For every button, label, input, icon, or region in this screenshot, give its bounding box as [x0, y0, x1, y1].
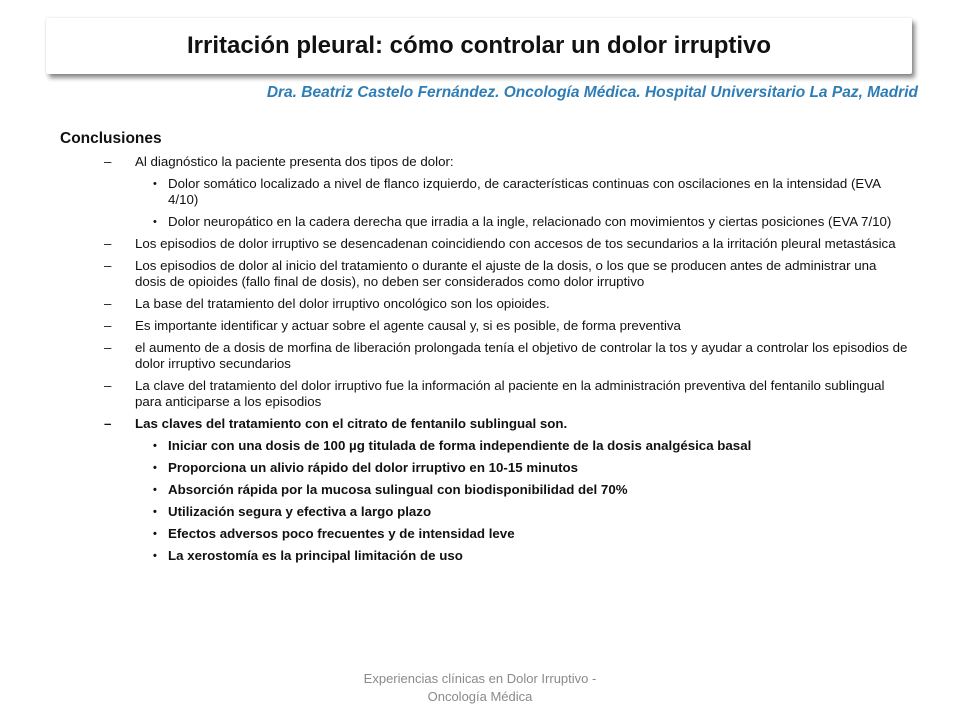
footer-line-1: Experiencias clínicas en Dolor Irruptivo -	[363, 671, 597, 686]
slide-title: Irritación pleural: cómo controlar un dolor irruptivo	[186, 32, 772, 59]
list-item: – Los episodios de dolor al inicio del tratamiento o durante el ajuste de la dosis, o los que se producen antes de administrar una dosis de opioides (fallo final de dosis), no deben ser considerados como dolor irruptivo	[104, 258, 877, 289]
list-item: – el aumento de a dosis de morfina de liberación prolongada tenía el objetivo de controlar la tos y ayudar a controlar los episodios de dolor irruptivo secundarios	[104, 340, 908, 371]
bullet-marker: •	[153, 528, 157, 540]
bullet-marker: •	[153, 440, 157, 452]
bullet-marker: •	[153, 506, 157, 518]
list-item: – Es importante identificar y actuar sobre el agente causal y, si es posible, de forma preventiva	[104, 318, 681, 333]
dash-marker: –	[104, 154, 112, 169]
list-item: – Al diagnóstico la paciente presenta dos tipos de dolor:	[104, 154, 454, 169]
dash-marker: –	[104, 340, 112, 355]
list-item: • Iniciar con una dosis de 100 µg titulada de forma independiente de la dosis analgésica basal	[153, 438, 752, 453]
list-item: • Utilización segura y efectiva a largo plazo	[153, 504, 432, 519]
slide-content	[60, 130, 910, 570]
list-item: • La xerostomía es la principal limitación de uso	[153, 548, 463, 563]
list-item: – Los episodios de dolor irruptivo se desencadenan coincidiendo con accesos de tos secundarios a la irritación pleural metastásica	[104, 236, 896, 251]
list-item: • Absorción rápida por la mucosa sulingual con biodisponibilidad del 70%	[153, 482, 628, 497]
bullet-marker: •	[153, 484, 157, 496]
slide-footer	[0, 670, 960, 706]
dash-marker: –	[104, 296, 112, 311]
list-item: – Las claves del tratamiento con el citrato de fentanilo sublingual son.	[104, 416, 568, 431]
dash-marker: –	[104, 378, 112, 393]
list-item: • Dolor neuropático en la cadera derecha que irradia a la ingle, relacionado con movimientos y ciertas posiciones (EVA 7/10)	[153, 214, 892, 229]
list-item: – La clave del tratamiento del dolor irruptivo fue la información al paciente en la administración preventiva del fentanilo sublingual para anticiparse a los episodios	[104, 378, 885, 409]
bullet-marker: •	[153, 550, 157, 562]
list-item: – La base del tratamiento del dolor irruptivo oncológico son los opioides.	[104, 296, 550, 311]
list-item: • Proporciona un alivio rápido del dolor irruptivo en 10-15 minutos	[153, 460, 579, 475]
dash-marker: –	[104, 318, 112, 333]
list-item: • Efectos adversos poco frecuentes y de intensidad leve	[153, 526, 515, 541]
author-line: Dra. Beatriz Castelo Fernández. Oncología Médica. Hospital Universitario La Paz, Madrid	[266, 84, 918, 101]
bullet-marker: •	[153, 216, 157, 228]
title-box	[46, 18, 912, 74]
dash-marker: –	[104, 258, 112, 273]
bullet-marker: •	[153, 178, 157, 190]
bullet-marker: •	[153, 462, 157, 474]
dash-marker: –	[104, 236, 112, 251]
section-heading: Conclusiones	[60, 130, 162, 147]
footer-line-2: Oncología Médica	[427, 689, 533, 704]
list-item: • Dolor somático localizado a nivel de flanco izquierdo, de características continuas con oscilaciones en la intensidad (EVA 4/10)	[153, 176, 881, 207]
dash-marker: –	[104, 416, 112, 431]
